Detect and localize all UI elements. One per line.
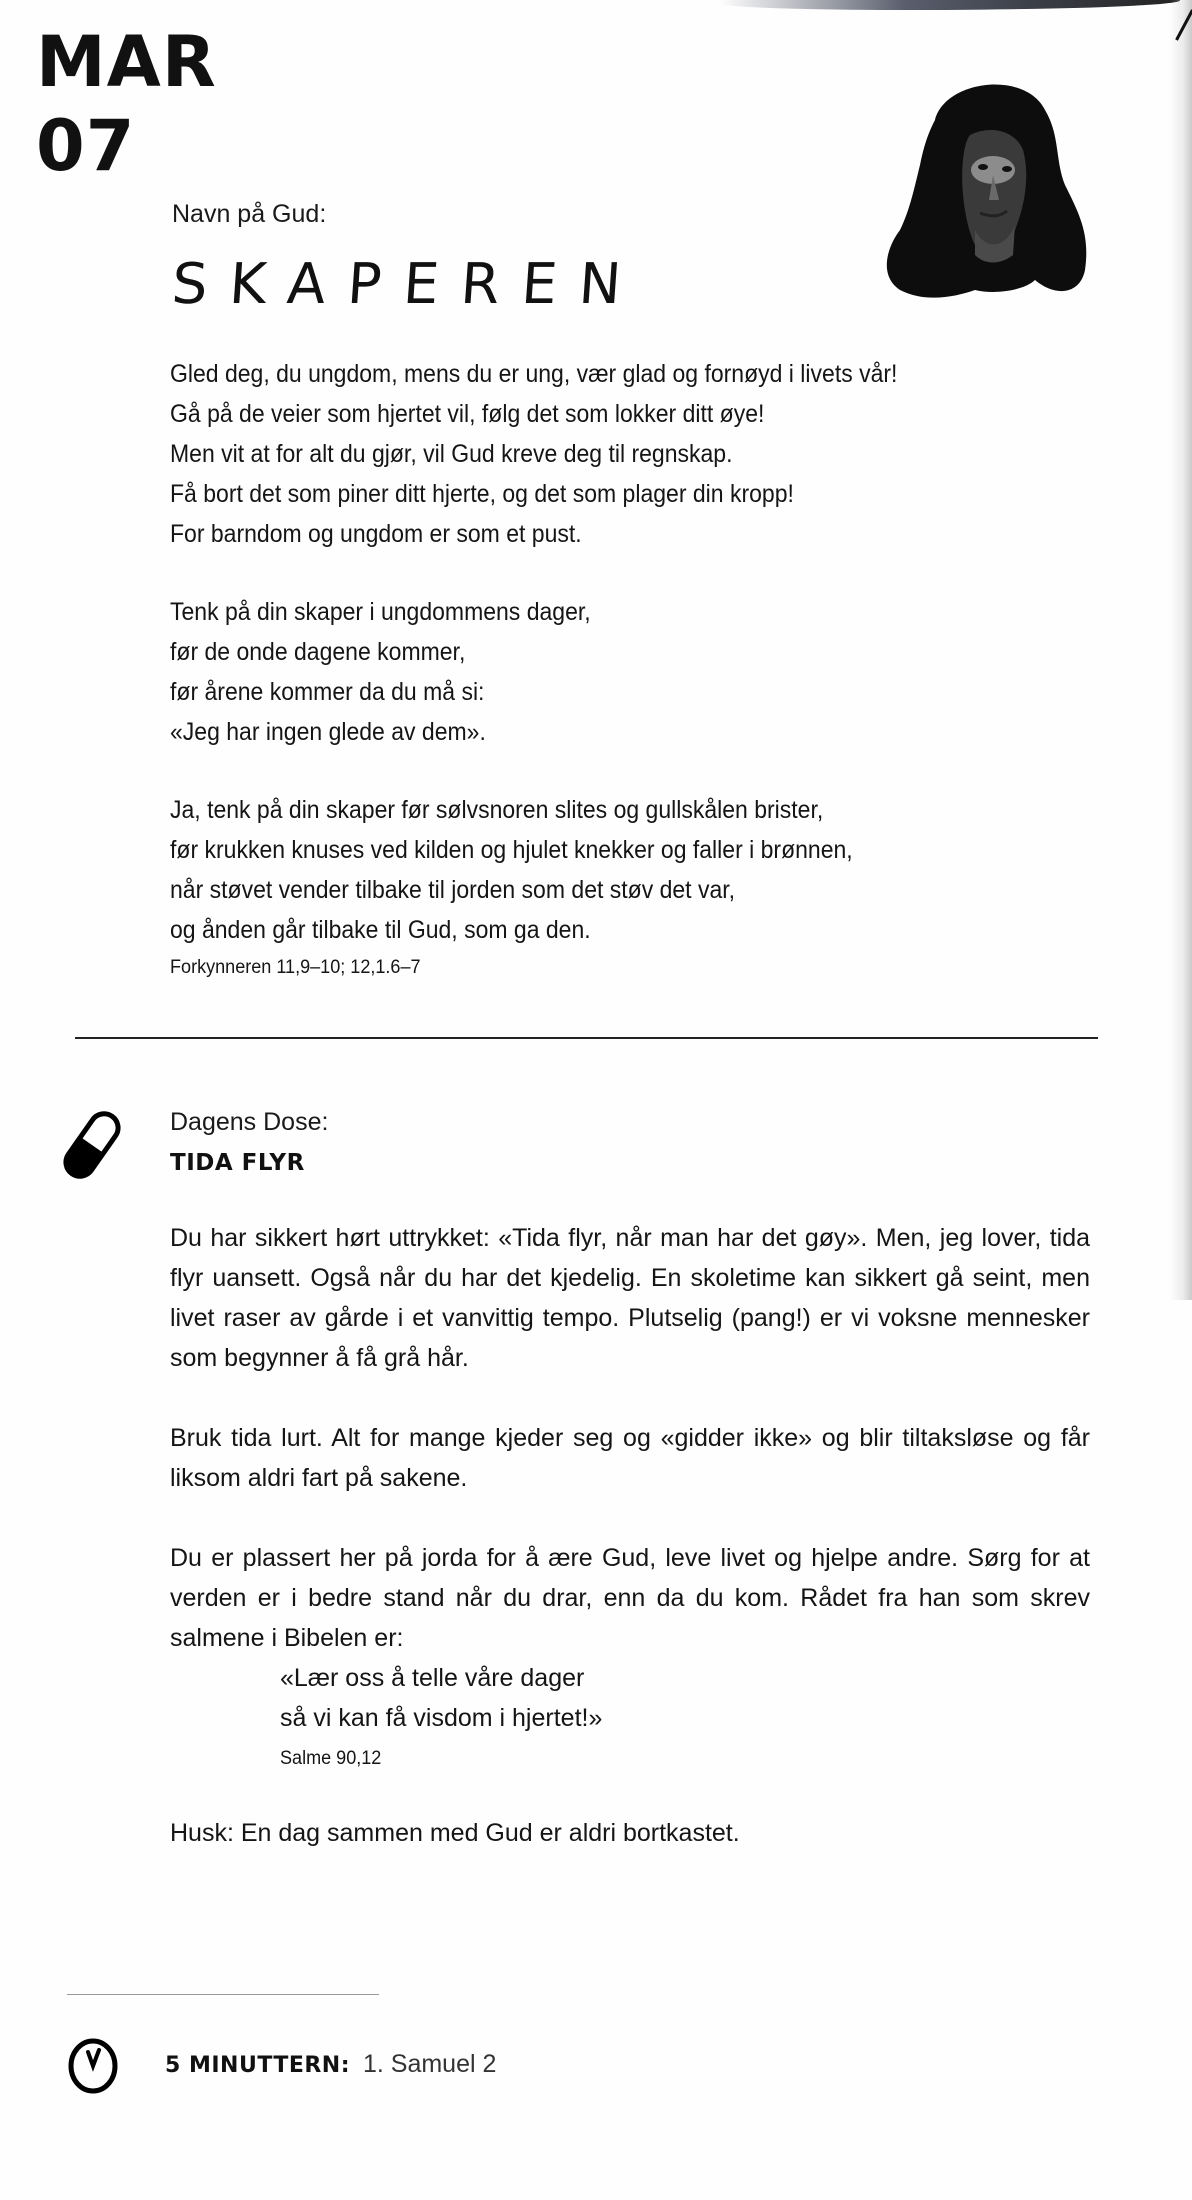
dose-paragraph: Bruk tida lurt. Alt for mange kjeder seg og «gidder ikke» og blir tiltaksløse og får liksom aldri fart på sakene. xyxy=(170,1424,1090,1492)
verse-line: før de onde dagene kommer, xyxy=(170,638,466,666)
reading-plan xyxy=(165,2050,496,2079)
verse-line: før krukken knuses ved kilden og hjulet knekker og faller i brønnen, xyxy=(170,836,853,864)
page-edge-right xyxy=(1170,0,1192,1300)
quote-reference: Salme 90,12 xyxy=(280,1748,382,1769)
date-month: MAR xyxy=(36,21,217,103)
reading-plan-value: 1. Samuel 2 xyxy=(362,2050,497,2078)
pill-icon xyxy=(62,1108,122,1182)
dose-label: Dagens Dose: xyxy=(170,1108,329,1136)
god-name-title: SKAPEREN xyxy=(169,252,646,317)
verse-line: og ånden går tilbake til Gud, som ga den. xyxy=(170,916,591,944)
verse-line: Gå på de veier som hjertet vil, følg det som lokker ditt øye! xyxy=(170,400,765,428)
name-label: Navn på Gud: xyxy=(172,200,327,228)
verse-line: før årene kommer da du må si: xyxy=(170,678,485,706)
dose-paragraph: Du har sikkert hørt uttrykket: «Tida flyr, når man har det gøy». Men, jeg lover, tida flyr uansett. Også når du har det kjedelig. En skoletime kan sikkert gå seint, men livet raser av gårde i et vanvittig tempo. Plutselig (pang!) er vi voksne mennesker som begynner å få grå hår. xyxy=(170,1224,1090,1372)
verse-line: Få bort det som piner ditt hjerte, og det som plager din kropp! xyxy=(170,480,794,508)
dose-title: TIDA FLYR xyxy=(170,1150,305,1176)
quote-line: så vi kan få visdom i hjertet!» xyxy=(280,1704,603,1732)
page-edge-shadow xyxy=(720,0,1180,10)
quote-line: «Lær oss å telle våre dager xyxy=(280,1664,585,1692)
date-day: 07 xyxy=(36,105,136,187)
dose-paragraph: Du er plassert her på jorda for å ære Gud, leve livet og hjelpe andre. Sørg for at verden er i bedre stand når du drar, enn da du kom. Rådet fra han som skrev salmene i Bibelen er: xyxy=(170,1544,1090,1652)
verse-line: når støvet vender tilbake til jorden som det støv det var, xyxy=(170,876,736,904)
reading-plan-label: 5 MINUTTERN: xyxy=(165,2053,351,2078)
section-divider xyxy=(75,1037,1098,1039)
clock-icon xyxy=(66,2036,120,2094)
verse-line: Men vit at for alt du gjør, vil Gud kreve deg til regnskap. xyxy=(170,440,733,468)
psalm-quote xyxy=(280,1658,602,1738)
portrait-image xyxy=(875,65,1095,305)
reminder-text: Husk: En dag sammen med Gud er aldri bortkastet. xyxy=(170,1819,740,1847)
verse-line: Ja, tenk på din skaper før sølvsnoren slites og gullskålen brister, xyxy=(170,796,824,824)
footer-divider xyxy=(67,1994,379,1995)
date-heading xyxy=(36,20,217,188)
verse-line: Tenk på din skaper i ungdommens dager, xyxy=(170,598,591,626)
verse-line: For barndom og ungdom er som et pust. xyxy=(170,520,582,548)
scripture-stanza xyxy=(170,592,924,752)
scripture-stanza xyxy=(170,790,924,950)
scripture-reference: Forkynneren 11,9–10; 12,1.6–7 xyxy=(170,957,421,978)
verse-line: Gled deg, du ungdom, mens du er ung, vær glad og fornøyd i livets vår! xyxy=(170,360,898,388)
verse-line: «Jeg har ingen glede av dem». xyxy=(170,718,486,746)
scripture-stanza xyxy=(170,354,924,554)
